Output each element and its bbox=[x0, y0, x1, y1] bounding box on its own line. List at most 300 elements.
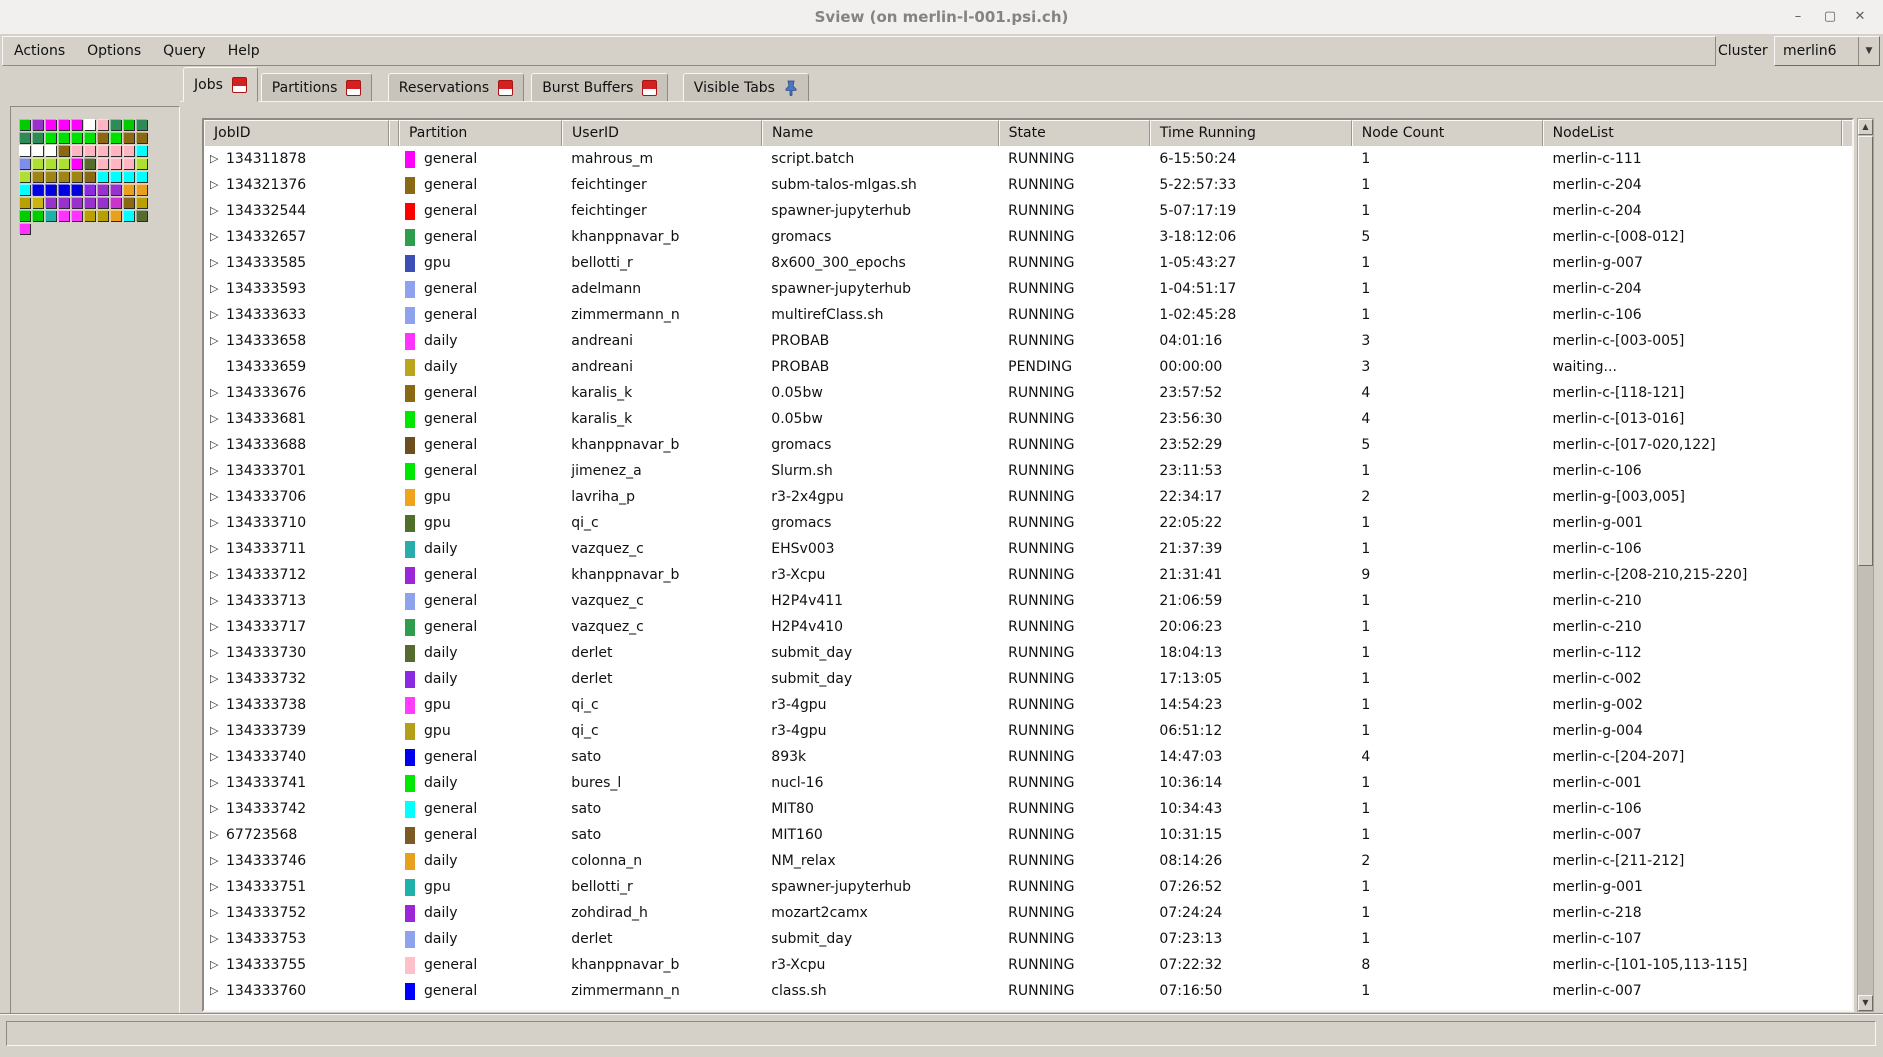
node-square[interactable] bbox=[32, 184, 43, 195]
node-square[interactable] bbox=[45, 145, 56, 156]
cell-state: RUNNING bbox=[1008, 307, 1075, 323]
table-row[interactable] bbox=[204, 900, 1852, 926]
cell-filler bbox=[1843, 692, 1852, 718]
partition-text: general bbox=[424, 749, 478, 765]
menu-options[interactable]: Options bbox=[87, 43, 142, 59]
row-expander-icon[interactable]: ▷ bbox=[210, 906, 219, 919]
partition-text: daily bbox=[424, 645, 458, 661]
jobid-text: 134333658 bbox=[226, 333, 307, 349]
node-square[interactable] bbox=[110, 210, 121, 221]
row-expander-icon[interactable]: ▷ bbox=[210, 464, 219, 477]
cell-userid: vazquez_c bbox=[571, 619, 644, 635]
node-square[interactable] bbox=[71, 119, 82, 130]
node-square[interactable] bbox=[19, 184, 30, 195]
table-row[interactable] bbox=[204, 406, 1852, 432]
close-button[interactable]: ✕ bbox=[1854, 9, 1866, 24]
node-square[interactable] bbox=[19, 223, 30, 234]
cell-spacer bbox=[389, 302, 399, 328]
row-expander-icon[interactable]: ▷ bbox=[210, 516, 219, 529]
column-header-nodelist[interactable]: NodeList bbox=[1543, 120, 1842, 146]
node-square[interactable] bbox=[58, 197, 69, 208]
partition-color-swatch bbox=[405, 983, 415, 1000]
cell-time-running: 1-05:43:27 bbox=[1159, 255, 1237, 271]
table-row[interactable] bbox=[204, 744, 1852, 770]
node-square[interactable] bbox=[110, 158, 121, 169]
cell-partition bbox=[399, 640, 562, 666]
cell-node-count: 1 bbox=[1361, 593, 1371, 609]
cell-nodelist: merlin-c-[013-016] bbox=[1552, 411, 1685, 427]
row-expander-icon[interactable]: ▷ bbox=[210, 282, 219, 295]
table-row[interactable] bbox=[204, 536, 1852, 562]
partition-color-swatch bbox=[405, 359, 415, 376]
partition-color-swatch bbox=[405, 619, 415, 636]
cell-time-running: 00:00:00 bbox=[1159, 359, 1223, 375]
node-square[interactable] bbox=[136, 184, 147, 195]
row-expander-icon[interactable]: ▷ bbox=[210, 230, 219, 243]
row-expander-icon[interactable]: ▷ bbox=[210, 594, 219, 607]
cell-filler bbox=[1843, 380, 1852, 406]
table-row[interactable] bbox=[204, 328, 1852, 354]
window-title: Sview (on merlin-l-001.psi.ch) bbox=[814, 8, 1069, 26]
column-header-spacer[interactable] bbox=[389, 120, 399, 146]
node-square[interactable] bbox=[123, 210, 134, 221]
node-square[interactable] bbox=[123, 184, 134, 195]
row-expander-icon[interactable]: ▷ bbox=[210, 724, 219, 737]
row-expander-icon[interactable]: ▷ bbox=[210, 958, 219, 971]
node-square[interactable] bbox=[19, 158, 30, 169]
node-square[interactable] bbox=[97, 184, 108, 195]
node-square[interactable] bbox=[19, 145, 30, 156]
node-square[interactable] bbox=[71, 158, 82, 169]
table-row[interactable] bbox=[204, 250, 1852, 276]
node-square[interactable] bbox=[58, 158, 69, 169]
cluster-value: merlin6 bbox=[1783, 43, 1837, 59]
node-square[interactable] bbox=[110, 184, 121, 195]
cell-time-running: 07:23:13 bbox=[1159, 931, 1223, 947]
tab-visible-tabs[interactable] bbox=[683, 73, 809, 102]
table-row[interactable] bbox=[204, 796, 1852, 822]
tab-label: Partitions bbox=[271, 79, 338, 96]
cell-partition bbox=[399, 822, 562, 848]
row-expander-icon[interactable]: ▷ bbox=[210, 490, 219, 503]
node-square[interactable] bbox=[136, 158, 147, 169]
cell-time-running: 21:31:41 bbox=[1159, 567, 1223, 583]
node-square[interactable] bbox=[136, 197, 147, 208]
cell-jobid bbox=[204, 926, 389, 952]
cell-state: PENDING bbox=[1008, 359, 1073, 375]
row-expander-icon[interactable]: ▷ bbox=[210, 152, 219, 165]
node-square[interactable] bbox=[136, 132, 147, 143]
table-row[interactable] bbox=[204, 718, 1852, 744]
table-row[interactable] bbox=[204, 952, 1852, 978]
partition-text: daily bbox=[424, 905, 458, 921]
cell-time-running: 07:26:52 bbox=[1159, 879, 1223, 895]
node-square[interactable] bbox=[19, 171, 30, 182]
row-expander-icon[interactable]: ▷ bbox=[210, 646, 219, 659]
cell-state: RUNNING bbox=[1008, 515, 1075, 531]
table-row[interactable] bbox=[204, 380, 1852, 406]
scroll-down-icon[interactable]: ▼ bbox=[1858, 995, 1873, 1011]
partition-color-swatch bbox=[405, 281, 415, 298]
row-expander-icon[interactable]: ▷ bbox=[210, 412, 219, 425]
row-expander-icon[interactable]: ▷ bbox=[210, 880, 219, 893]
cell-nodelist: merlin-c-111 bbox=[1552, 151, 1642, 167]
partition-text: general bbox=[424, 593, 478, 609]
jobid-text: 134332657 bbox=[226, 229, 307, 245]
node-grid-row bbox=[19, 158, 151, 171]
node-square[interactable] bbox=[123, 119, 134, 130]
table-row[interactable] bbox=[204, 432, 1852, 458]
node-square[interactable] bbox=[45, 132, 56, 143]
partition-text: general bbox=[424, 385, 478, 401]
cell-jobid bbox=[204, 874, 389, 900]
node-square[interactable] bbox=[123, 158, 134, 169]
node-square[interactable] bbox=[32, 145, 43, 156]
node-square[interactable] bbox=[97, 197, 108, 208]
cell-spacer bbox=[389, 328, 399, 354]
cell-nodelist: merlin-g-002 bbox=[1552, 697, 1643, 713]
node-square[interactable] bbox=[123, 171, 134, 182]
partition-text: general bbox=[424, 229, 478, 245]
column-header-jobid[interactable]: JobID bbox=[204, 120, 389, 146]
row-expander-icon[interactable]: ▷ bbox=[210, 932, 219, 945]
node-square[interactable] bbox=[136, 210, 147, 221]
cell-partition bbox=[399, 432, 562, 458]
table-row[interactable] bbox=[204, 848, 1852, 874]
node-square[interactable] bbox=[84, 210, 95, 221]
row-expander-icon[interactable]: ▷ bbox=[210, 620, 219, 633]
cell-spacer bbox=[389, 432, 399, 458]
node-square[interactable] bbox=[32, 158, 43, 169]
table-row[interactable] bbox=[204, 978, 1852, 1004]
row-expander-icon[interactable]: ▷ bbox=[210, 542, 219, 555]
row-expander-icon[interactable]: ▷ bbox=[210, 334, 219, 347]
column-header-userid[interactable]: UserID bbox=[562, 120, 762, 146]
node-square[interactable] bbox=[97, 119, 108, 130]
node-square[interactable] bbox=[71, 171, 82, 182]
node-square[interactable] bbox=[97, 132, 108, 143]
cell-time-running: 6-15:50:24 bbox=[1159, 151, 1237, 167]
cell-state: RUNNING bbox=[1008, 827, 1075, 843]
node-square[interactable] bbox=[71, 197, 82, 208]
node-square[interactable] bbox=[110, 119, 121, 130]
tab-label: Jobs bbox=[194, 76, 223, 93]
jobid-text: 134333688 bbox=[226, 437, 307, 453]
column-header-nodecount[interactable]: Node Count bbox=[1352, 120, 1543, 146]
cell-node-count: 1 bbox=[1361, 307, 1371, 323]
node-square[interactable] bbox=[58, 184, 69, 195]
cell-userid: khanppnavar_b bbox=[571, 437, 680, 453]
cell-spacer bbox=[389, 198, 399, 224]
node-square[interactable] bbox=[123, 197, 134, 208]
node-square[interactable] bbox=[123, 132, 134, 143]
cell-name: 0.05bw bbox=[771, 385, 823, 401]
maximize-button[interactable]: ▢ bbox=[1823, 9, 1837, 24]
node-square[interactable] bbox=[110, 132, 121, 143]
row-expander-icon[interactable]: ▷ bbox=[210, 256, 219, 269]
pin-icon[interactable] bbox=[784, 80, 798, 96]
cell-partition bbox=[399, 666, 562, 692]
menu-help[interactable]: Help bbox=[227, 43, 260, 59]
jobid-text: 134333585 bbox=[226, 255, 307, 271]
node-square[interactable] bbox=[97, 145, 108, 156]
scroll-up-icon[interactable]: ▲ bbox=[1858, 119, 1873, 135]
node-square[interactable] bbox=[84, 158, 95, 169]
cell-partition bbox=[399, 146, 562, 172]
node-square[interactable] bbox=[19, 197, 30, 208]
partition-text: general bbox=[424, 619, 478, 635]
jobid-text: 134333732 bbox=[226, 671, 307, 687]
cell-filler bbox=[1843, 588, 1852, 614]
cell-userid: sato bbox=[571, 749, 602, 765]
jobid-text: 134333755 bbox=[226, 957, 307, 973]
jobid-text: 134333760 bbox=[226, 983, 307, 999]
node-square[interactable] bbox=[84, 145, 95, 156]
cell-node-count: 3 bbox=[1361, 359, 1371, 375]
chevron-down-icon[interactable]: ▼ bbox=[1858, 37, 1879, 65]
cell-nodelist: merlin-c-204 bbox=[1552, 177, 1642, 193]
node-square[interactable] bbox=[97, 210, 108, 221]
node-square[interactable] bbox=[45, 119, 56, 130]
node-square[interactable] bbox=[32, 132, 43, 143]
node-square[interactable] bbox=[97, 171, 108, 182]
cell-name: PROBAB bbox=[771, 359, 830, 375]
partition-text: daily bbox=[424, 671, 458, 687]
partition-color-swatch bbox=[405, 385, 415, 402]
cell-jobid bbox=[204, 250, 389, 276]
table-row[interactable] bbox=[204, 302, 1852, 328]
cell-name: gromacs bbox=[771, 437, 832, 453]
node-square[interactable] bbox=[110, 145, 121, 156]
close-tab-icon[interactable] bbox=[498, 80, 513, 96]
table-row[interactable] bbox=[204, 276, 1852, 302]
partition-color-swatch bbox=[405, 957, 415, 974]
cell-state: RUNNING bbox=[1008, 333, 1075, 349]
partition-text: general bbox=[424, 801, 478, 817]
cell-filler bbox=[1843, 666, 1852, 692]
cell-nodelist: merlin-c-[211-212] bbox=[1552, 853, 1685, 869]
partition-text: general bbox=[424, 567, 478, 583]
cell-name: submit_day bbox=[771, 931, 853, 947]
vertical-scrollbar[interactable] bbox=[1857, 118, 1874, 1012]
partition-color-swatch bbox=[405, 593, 415, 610]
node-square[interactable] bbox=[58, 171, 69, 182]
row-expander-icon[interactable]: ▷ bbox=[210, 568, 219, 581]
node-grid-row bbox=[19, 210, 151, 223]
table-row[interactable] bbox=[204, 822, 1852, 848]
cell-nodelist: merlin-c-007 bbox=[1552, 827, 1642, 843]
cell-userid: qi_c bbox=[571, 697, 599, 713]
column-header-name[interactable]: Name bbox=[762, 120, 999, 146]
row-expander-icon[interactable]: ▷ bbox=[210, 204, 219, 217]
row-expander-icon[interactable]: ▷ bbox=[210, 438, 219, 451]
cell-name: script.batch bbox=[771, 151, 855, 167]
cell-userid: derlet bbox=[571, 671, 613, 687]
cell-node-count: 2 bbox=[1361, 853, 1371, 869]
table-row[interactable] bbox=[204, 224, 1852, 250]
tab-bar bbox=[0, 67, 1883, 102]
node-square[interactable] bbox=[136, 171, 147, 182]
node-square[interactable] bbox=[110, 197, 121, 208]
table-row[interactable] bbox=[204, 172, 1852, 198]
cell-name: spawner-jupyterhub bbox=[771, 203, 912, 219]
row-expander-icon[interactable]: ▷ bbox=[210, 776, 219, 789]
tab-reservations[interactable] bbox=[388, 73, 524, 102]
cell-spacer bbox=[389, 666, 399, 692]
cell-time-running: 06:51:12 bbox=[1159, 723, 1223, 739]
cell-userid: zohdirad_h bbox=[571, 905, 648, 921]
tab-partitions[interactable] bbox=[261, 73, 373, 102]
partition-text: general bbox=[424, 177, 478, 193]
scrollbar-thumb[interactable] bbox=[1858, 136, 1873, 566]
cell-filler bbox=[1843, 224, 1852, 250]
jobid-text: 134333593 bbox=[226, 281, 307, 297]
node-square[interactable] bbox=[45, 158, 56, 169]
row-expander-icon[interactable]: ▷ bbox=[210, 802, 219, 815]
cell-jobid bbox=[204, 458, 389, 484]
node-square[interactable] bbox=[84, 197, 95, 208]
partition-text: daily bbox=[424, 333, 458, 349]
node-square[interactable] bbox=[58, 210, 69, 221]
menu-actions[interactable]: Actions bbox=[14, 43, 66, 59]
cell-partition bbox=[399, 198, 562, 224]
node-square[interactable] bbox=[58, 132, 69, 143]
node-square[interactable] bbox=[71, 132, 82, 143]
row-expander-icon[interactable]: ▷ bbox=[210, 698, 219, 711]
cell-name: H2P4v411 bbox=[771, 593, 844, 609]
node-square[interactable] bbox=[45, 210, 56, 221]
node-square[interactable] bbox=[71, 210, 82, 221]
row-expander-icon[interactable]: ▷ bbox=[210, 672, 219, 685]
row-expander-icon[interactable]: ▷ bbox=[210, 984, 219, 997]
row-expander-icon[interactable]: ▷ bbox=[210, 178, 219, 191]
node-square[interactable] bbox=[58, 119, 69, 130]
table-row[interactable] bbox=[204, 588, 1852, 614]
cell-state: RUNNING bbox=[1008, 411, 1075, 427]
cell-partition bbox=[399, 874, 562, 900]
cell-time-running: 18:04:13 bbox=[1159, 645, 1223, 661]
table-row[interactable] bbox=[204, 692, 1852, 718]
cell-state: RUNNING bbox=[1008, 671, 1075, 687]
cell-partition bbox=[399, 744, 562, 770]
cell-userid: colonna_n bbox=[571, 853, 643, 869]
cell-node-count: 4 bbox=[1361, 749, 1371, 765]
node-square[interactable] bbox=[32, 197, 43, 208]
row-expander-icon[interactable]: ▷ bbox=[210, 750, 219, 763]
close-tab-icon[interactable] bbox=[346, 80, 361, 96]
node-square[interactable] bbox=[45, 184, 56, 195]
cell-jobid bbox=[204, 406, 389, 432]
table-row[interactable] bbox=[204, 146, 1852, 172]
node-square[interactable] bbox=[19, 119, 30, 130]
cell-partition bbox=[399, 952, 562, 978]
tab-jobs[interactable] bbox=[183, 67, 258, 102]
column-header-time[interactable]: Time Running bbox=[1150, 120, 1352, 146]
partition-text: general bbox=[424, 957, 478, 973]
cell-state: RUNNING bbox=[1008, 723, 1075, 739]
minimize-button[interactable]: – bbox=[1794, 9, 1802, 24]
cell-partition bbox=[399, 796, 562, 822]
node-square[interactable] bbox=[84, 184, 95, 195]
cell-state: RUNNING bbox=[1008, 853, 1075, 869]
node-square[interactable] bbox=[19, 210, 30, 221]
node-square[interactable] bbox=[32, 210, 43, 221]
table-row[interactable] bbox=[204, 562, 1852, 588]
close-tab-icon[interactable] bbox=[642, 80, 657, 96]
table-row[interactable] bbox=[204, 198, 1852, 224]
node-square[interactable] bbox=[84, 171, 95, 182]
cluster-combobox[interactable] bbox=[1774, 36, 1880, 66]
node-square[interactable] bbox=[19, 132, 30, 143]
node-square[interactable] bbox=[32, 119, 43, 130]
table-row[interactable] bbox=[204, 354, 1852, 380]
table-row[interactable] bbox=[204, 458, 1852, 484]
cell-jobid bbox=[204, 224, 389, 250]
node-square[interactable] bbox=[123, 145, 134, 156]
node-square[interactable] bbox=[71, 184, 82, 195]
table-row[interactable] bbox=[204, 666, 1852, 692]
cell-time-running: 23:57:52 bbox=[1159, 385, 1223, 401]
node-square[interactable] bbox=[45, 197, 56, 208]
table-row[interactable] bbox=[204, 484, 1852, 510]
partition-color-swatch bbox=[405, 307, 415, 324]
node-square[interactable] bbox=[110, 171, 121, 182]
column-header-state[interactable]: State bbox=[999, 120, 1150, 146]
table-row[interactable] bbox=[204, 510, 1852, 536]
cell-time-running: 22:05:22 bbox=[1159, 515, 1223, 531]
partition-color-swatch bbox=[405, 333, 415, 350]
node-square[interactable] bbox=[136, 119, 147, 130]
node-square[interactable] bbox=[97, 158, 108, 169]
cell-state: RUNNING bbox=[1008, 463, 1075, 479]
node-square[interactable] bbox=[45, 171, 56, 182]
node-square[interactable] bbox=[71, 145, 82, 156]
row-expander-icon[interactable]: ▷ bbox=[210, 386, 219, 399]
cell-state: RUNNING bbox=[1008, 593, 1075, 609]
tab-burst-buffers[interactable] bbox=[531, 73, 668, 102]
cell-node-count: 1 bbox=[1361, 801, 1371, 817]
cell-time-running: 23:56:30 bbox=[1159, 411, 1223, 427]
cell-jobid bbox=[204, 900, 389, 926]
table-row[interactable] bbox=[204, 926, 1852, 952]
row-expander-icon[interactable]: ▷ bbox=[210, 308, 219, 321]
cell-name: r3-2x4gpu bbox=[771, 489, 844, 505]
node-square[interactable] bbox=[58, 145, 69, 156]
cell-userid: khanppnavar_b bbox=[571, 567, 680, 583]
cell-spacer bbox=[389, 224, 399, 250]
table-row[interactable] bbox=[204, 614, 1852, 640]
jobid-text: 134333681 bbox=[226, 411, 307, 427]
node-square[interactable] bbox=[84, 132, 95, 143]
menu-query[interactable]: Query bbox=[163, 43, 206, 59]
row-expander-icon[interactable]: ▷ bbox=[210, 828, 219, 841]
node-square[interactable] bbox=[84, 119, 95, 130]
table-row[interactable] bbox=[204, 770, 1852, 796]
node-square[interactable] bbox=[32, 171, 43, 182]
cell-state: RUNNING bbox=[1008, 151, 1075, 167]
partition-color-swatch bbox=[405, 931, 415, 948]
table-row[interactable] bbox=[204, 874, 1852, 900]
jobid-text: 134333706 bbox=[226, 489, 307, 505]
cell-state: RUNNING bbox=[1008, 385, 1075, 401]
table-body bbox=[204, 146, 1852, 1010]
table-row[interactable] bbox=[204, 640, 1852, 666]
row-expander-icon[interactable]: ▷ bbox=[210, 854, 219, 867]
close-tab-icon[interactable] bbox=[232, 77, 247, 93]
node-square[interactable] bbox=[136, 145, 147, 156]
cell-userid: karalis_k bbox=[571, 385, 633, 401]
column-header-partition[interactable]: Partition bbox=[399, 120, 562, 146]
